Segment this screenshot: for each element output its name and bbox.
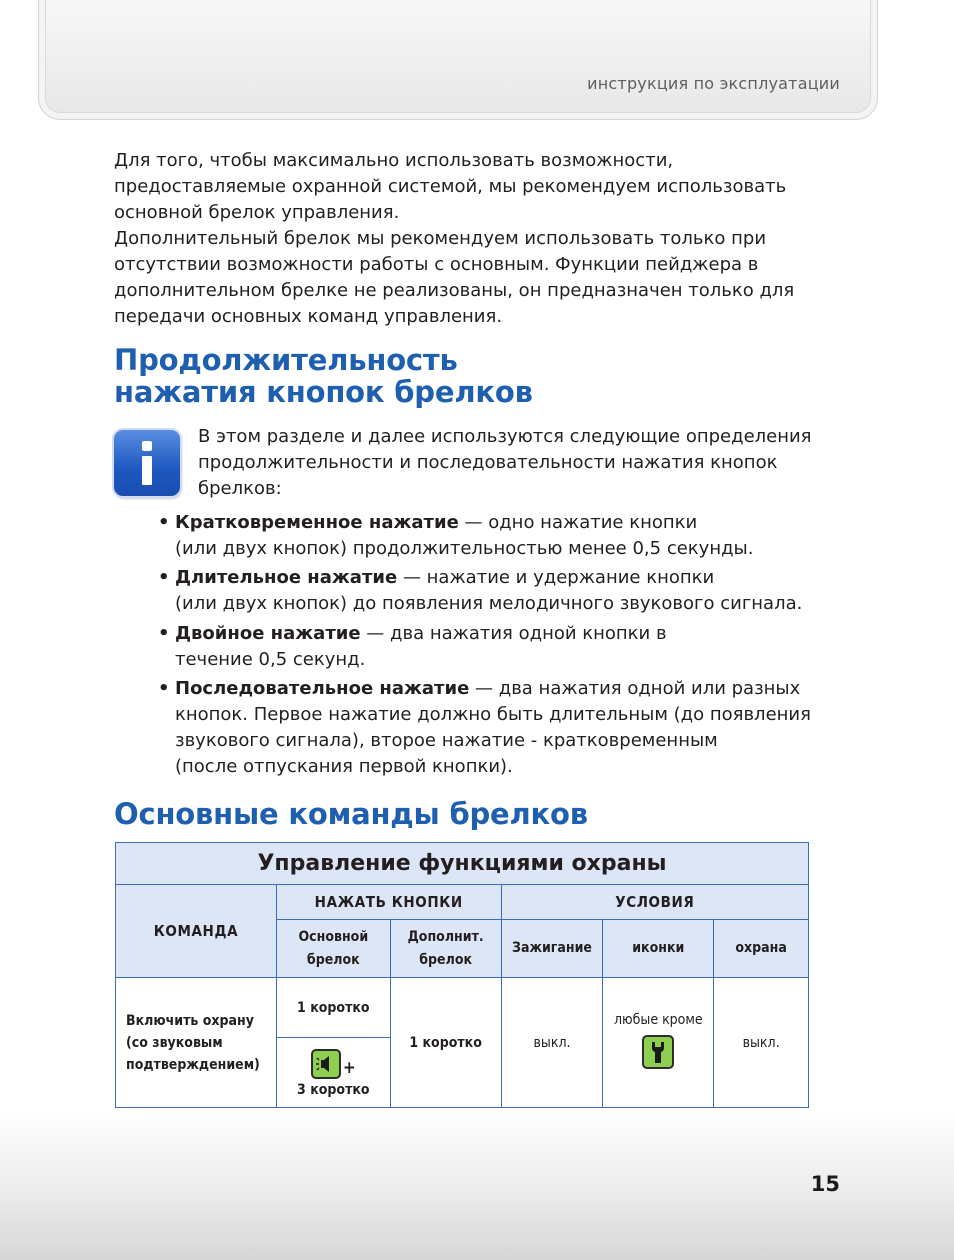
bullet-desc-cont: течение 0,5 секунд.	[175, 649, 366, 670]
info-note: В этом разделе и далее используются следующие определения продолжительности и последовательности нажатия кнопок брелков:	[198, 426, 812, 499]
bullet-desc: — одно нажатие кнопки	[458, 512, 698, 533]
bullet-desc: — два нажатия одной или разных	[469, 678, 801, 699]
section-title-line-1: Продолжительность	[114, 343, 458, 377]
bullet-desc: — два нажатия одной кнопки в	[360, 623, 667, 644]
bullet-desc-cont: звукового сигнала), второе нажатие - кратковременным	[175, 730, 718, 751]
bullet-desc-cont: (или двух кнопок) до появления мелодичного звукового сигнала.	[175, 593, 803, 614]
table-title: Управление функциями охраны	[116, 843, 809, 885]
cell-main-short: 1 коротко	[276, 978, 390, 1038]
cell-ignition: выкл.	[501, 978, 603, 1108]
cell-main-combo-text: 3 коротко	[297, 1081, 370, 1098]
table-row-command: Включить охрану (со звуковым подтверждением)	[116, 978, 277, 1108]
plus-sign: +	[342, 1057, 356, 1078]
cell-icons-text: любые кроме	[613, 1012, 703, 1028]
bullet-desc-cont: (после отпускания первой кнопки).	[175, 756, 513, 777]
bullet-term: Кратковременное нажатие	[175, 512, 459, 533]
section-title-commands: Основные команды брелков	[114, 797, 588, 831]
bullet-desc-cont: кнопок. Первое нажатие должно быть длительным (до появления	[175, 704, 811, 725]
bullet-dot: •	[158, 623, 170, 644]
subheader-ignition: Зажигание	[501, 920, 603, 978]
header-title: инструкция по эксплуатации	[587, 74, 840, 93]
cell-extra-short: 1 коротко	[390, 978, 501, 1108]
bullet-desc: — нажатие и удержание кнопки	[397, 567, 715, 588]
subheader-main-fob: Основной брелок	[276, 920, 390, 978]
bullet-dot: •	[158, 512, 170, 533]
section-title-duration	[114, 344, 533, 408]
column-header-conditions: УСЛОВИЯ	[501, 885, 808, 920]
bullet-term: Двойное нажатие	[175, 623, 361, 644]
cell-icons	[603, 978, 714, 1108]
info-icon	[114, 430, 180, 496]
column-header-press: НАЖАТЬ КНОПКИ	[276, 885, 501, 920]
subheader-guard: охрана	[714, 920, 809, 978]
column-header-command: КОМАНДА	[116, 885, 277, 978]
cell-main-combo	[276, 1038, 390, 1108]
speaker-button-icon	[311, 1049, 341, 1079]
bullet-desc-cont: (или двух кнопок) продолжительностью менее 0,5 секунды.	[175, 538, 754, 559]
intro-paragraph-2: Дополнительный брелок мы рекомендуем использовать только при отсутствии возможности работы с основным. Функции пейджера в дополнительном брелке не реализованы, он предназначен только для передачи основных команд управления.	[114, 228, 795, 327]
intro-paragraph-1: Для того, чтобы максимально использовать возможности, предоставляемые охранной системой, мы рекомендуем использовать основной брелок управления.	[114, 150, 787, 223]
bullet-dot: •	[158, 678, 170, 699]
bullet-term: Последовательное нажатие	[175, 678, 470, 699]
commands-table	[115, 842, 809, 1108]
subheader-extra-fob: Дополнит. брелок	[390, 920, 501, 978]
bullet-dot: •	[158, 567, 170, 588]
cell-guard: выкл.	[714, 978, 809, 1108]
header-tab	[38, 0, 878, 120]
subheader-icons: иконки	[603, 920, 714, 978]
section-title-line-2: нажатия кнопок брелков	[114, 375, 533, 409]
wrench-icon	[642, 1035, 674, 1069]
bullet-term: Длительное нажатие	[175, 567, 398, 588]
page-number: 15	[810, 1172, 840, 1196]
intro-text	[114, 148, 844, 330]
